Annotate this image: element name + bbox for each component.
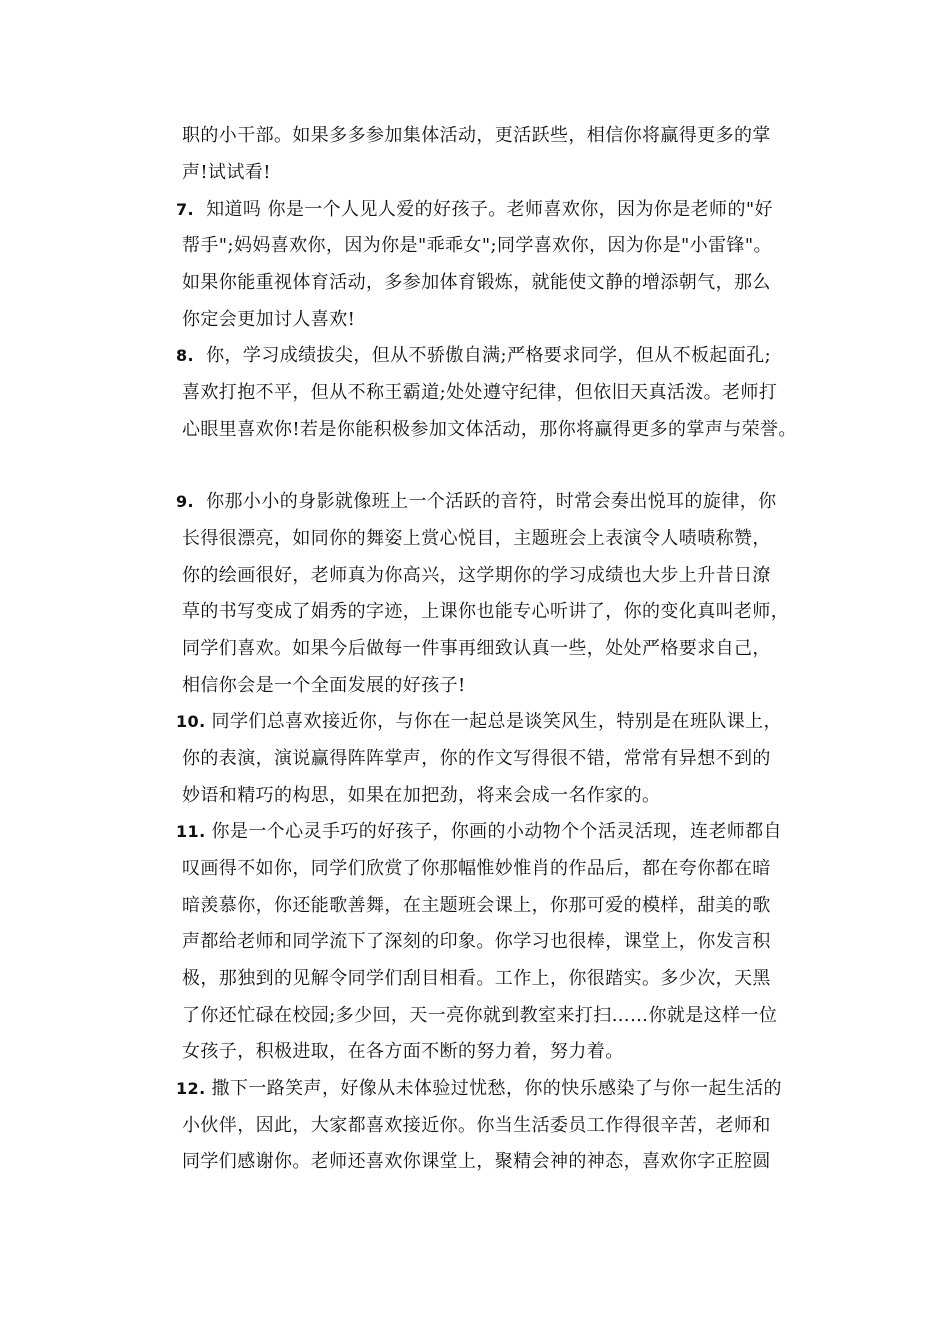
text-line: 极，那独到的见解令同学们刮目相看。工作上，你很踏实。多少次，天黑 <box>182 968 771 989</box>
text-line: 了你还忙碌在校园;多少回，天一亮你就到教室来打扫……你就是这样一位 <box>182 1005 778 1026</box>
text-line: 声!试试看! <box>182 162 271 183</box>
text-line: 帮手";妈妈喜欢你，因为你是"乖乖女";同学喜欢你，因为你是"小雷锋"。 <box>182 235 772 256</box>
text-line: 你的绘画很好，老师真为你高兴，这学期你的学习成绩也大步上升昔日潦 <box>182 565 771 586</box>
text-line: 暗羡慕你，你还能歌善舞，在主题班会课上，你那可爱的模样，甜美的歌 <box>182 895 771 916</box>
text-line: 草的书写变成了娟秀的字迹，上课你也能专心听讲了，你的变化真叫老师， <box>182 601 790 622</box>
paragraph-7-start: 7. 知道吗 你是一个人见人爱的好孩子。老师喜欢你，因为你是老师的"好 <box>176 199 773 220</box>
paragraph-10-start: 10. 同学们总喜欢接近你，与你在一起总是谈笑风生，特别是在班队课上， <box>176 711 782 732</box>
text-line: 声都给老师和同学流下了深刻的印象。你学习也很棒，课堂上，你发言积 <box>182 931 771 952</box>
text-line: 喜欢打抱不平，但从不称王霸道;处处遵守纪律，但依旧天真活泼。老师打 <box>182 382 778 403</box>
text-line: 小伙伴，因此，大家都喜欢接近你。你当生活委员工作得很辛苦，老师和 <box>182 1115 771 1136</box>
text-line: 如果你能重视体育活动，多参加体育锻炼，就能使文静的增添朝气，那么 <box>182 272 771 293</box>
paragraph-9-start: 9. 你那小小的身影就像班上一个活跃的音符，时常会奏出悦耳的旋律，你 <box>176 491 777 512</box>
text-line: 叹画得不如你，同学们欣赏了你那幅惟妙惟肖的作品后，都在夸你都在暗 <box>182 858 771 879</box>
paragraph-8-start: 8. 你，学习成绩拔尖，但从不骄傲自满;严格要求同学，但从不板起面孔; <box>176 345 772 366</box>
text-line: 相信你会是一个全面发展的好孩子! <box>182 675 466 696</box>
text-line: 心眼里喜欢你!若是你能积极参加文体活动，那你将赢得更多的掌声与荣誉。 <box>182 419 797 440</box>
text-line: 长得很漂亮，如同你的舞姿上赏心悦目，主题班会上表演令人啧啧称赞， <box>182 528 771 549</box>
text-line: 你的表演，演说赢得阵阵掌声，你的作文写得很不错，常常有异想不到的 <box>182 748 771 769</box>
text-line: 你定会更加讨人喜欢! <box>182 309 356 330</box>
text-line: 同学们喜欢。如果今后做每一件事再细致认真一些，处处严格要求自己， <box>182 638 771 659</box>
paragraph-12-start: 12. 撒下一路笑声，好像从未体验过忧愁，你的快乐感染了与你一起生活的 <box>176 1078 782 1099</box>
text-line: 妙语和精巧的构思，如果在加把劲，将来会成一名作家的。 <box>182 785 661 806</box>
text-line: 同学们感谢你。老师还喜欢你课堂上，聚精会神的神态，喜欢你字正腔圆 <box>182 1151 771 1172</box>
text-line: 女孩子，积极进取，在各方面不断的努力着，努力着。 <box>182 1041 624 1062</box>
paragraph-11-start: 11. 你是一个心灵手巧的好孩子，你画的小动物个个活灵活现，连老师都自 <box>176 821 782 842</box>
text-line: 职的小干部。如果多多参加集体活动，更活跃些，相信你将赢得更多的掌 <box>182 125 771 146</box>
